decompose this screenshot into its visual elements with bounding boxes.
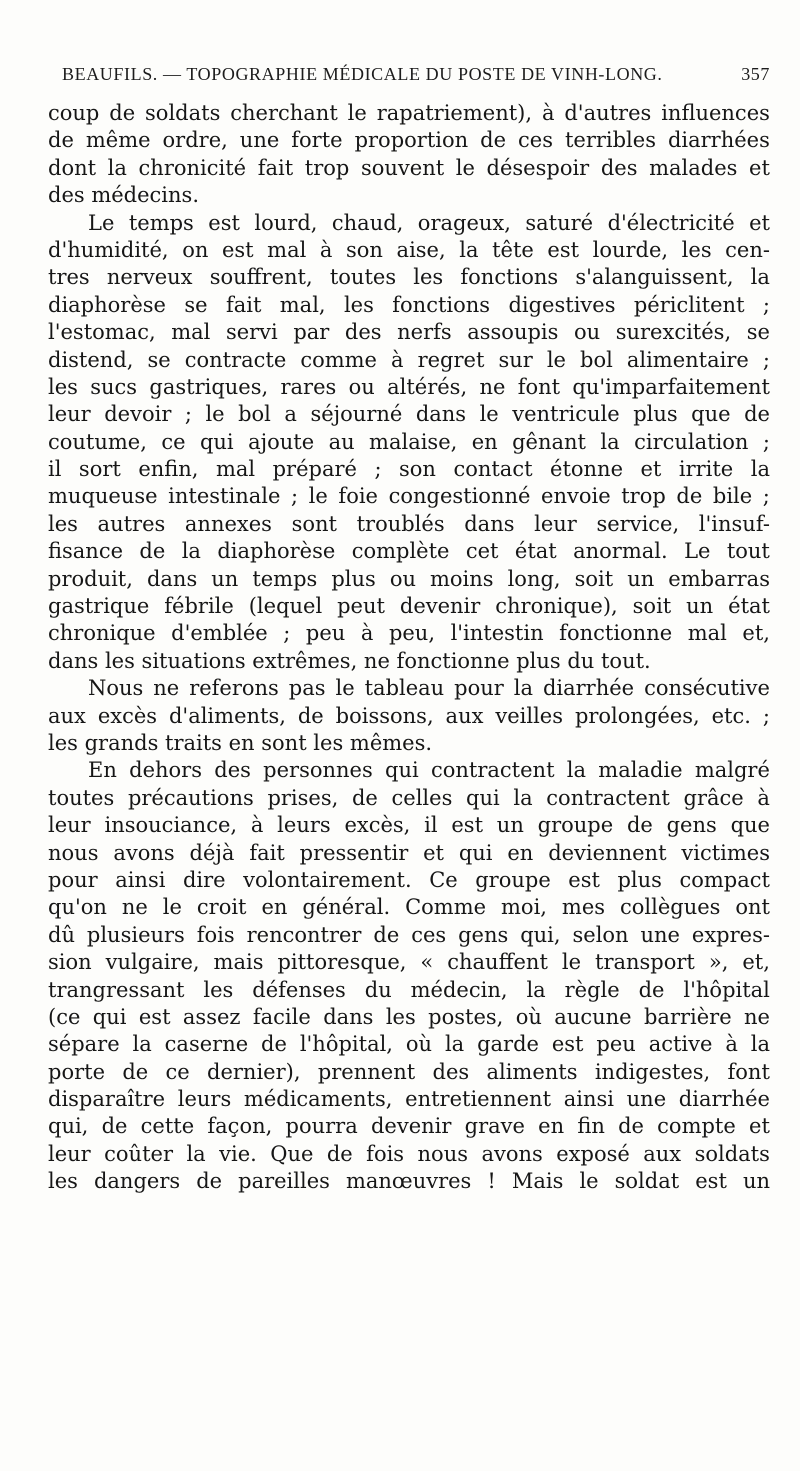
text-line: (ce qui est assez facile dans les postes, où aucune barrière ne bbox=[48, 1004, 770, 1029]
text-line: qu'on ne le croit en général. Comme moi, mes collègues ont bbox=[48, 895, 770, 920]
text-line: tres nerveux souffrent, toutes les fonctions s'alanguissent, la bbox=[48, 265, 770, 290]
text-line: aux excès d'aliments, de boissons, aux veilles prolongées, etc. ; bbox=[48, 703, 770, 728]
text-line: trangressant les défenses du médecin, la règle de l'hôpital bbox=[48, 977, 770, 1002]
text-line: gastrique fébrile (lequel peut devenir chronique), soit un état bbox=[48, 594, 770, 619]
text-line: toutes précautions prises, de celles qui la contractent grâce à bbox=[48, 785, 770, 810]
text-line: sépare la caserne de l'hôpital, où la garde est peu active à la bbox=[48, 1032, 770, 1057]
text-line: Nous ne referons pas le tableau pour la diarrhée consécutive bbox=[88, 676, 770, 701]
text-line: il sort enfin, mal préparé ; son contact étonne et irrite la bbox=[48, 457, 770, 482]
text-line: disparaître leurs médicaments, entretiennent ainsi une diarrhée bbox=[48, 1087, 770, 1112]
text-line: de même ordre, une forte proportion de ces terribles diarrhées bbox=[48, 128, 770, 153]
text-line: porte de ce dernier), prennent des aliments indigestes, font bbox=[48, 1059, 770, 1084]
text-line: nous avons déjà fait pressentir et qui en deviennent victimes bbox=[48, 840, 770, 865]
text-line: Le temps est lourd, chaud, orageux, saturé d'électricité et bbox=[88, 210, 770, 235]
text-line: sion vulgaire, mais pittoresque, « chauffent le transport », et, bbox=[48, 950, 770, 975]
text-line: diaphorèse se fait mal, les fonctions digestives périclitent ; bbox=[48, 292, 770, 317]
text-line: produit, dans un temps plus ou moins long, soit un embarras bbox=[48, 566, 770, 591]
text-line: pour ainsi dire volontairement. Ce groupe est plus compact bbox=[48, 867, 770, 892]
text-line: les autres annexes sont troublés dans leur service, l'insuf- bbox=[48, 511, 770, 536]
running-title: BEAUFILS. — TOPOGRAPHIE MÉDICALE DU POSTE DE VINH-LONG. bbox=[62, 64, 663, 84]
text-line: les grands traits en sont les mêmes. bbox=[48, 730, 433, 755]
text-line: leur insouciance, à leurs excès, il est un groupe de gens que bbox=[48, 813, 770, 838]
text-line: chronique d'emblée ; peu à peu, l'intestin fonctionne mal et, bbox=[48, 621, 770, 646]
text-line: d'humidité, on est mal à son aise, la tête est lourde, les cen- bbox=[48, 237, 770, 262]
text-line: dans les situations extrêmes, ne fonctionne plus du tout. bbox=[48, 648, 651, 673]
text-line: muqueuse intestinale ; le foie congestionné envoie trop de bile ; bbox=[48, 484, 770, 509]
text-line: coutume, ce qui ajoute au malaise, en gênant la circulation ; bbox=[48, 429, 770, 454]
body-text bbox=[48, 100, 770, 1196]
text-line: les sucs gastriques, rares ou altérés, ne font qu'imparfaitement bbox=[48, 374, 770, 399]
page-header bbox=[62, 58, 770, 88]
page-number: 357 bbox=[741, 64, 770, 84]
text-line: leur devoir ; le bol a séjourné dans le ventricule plus que de bbox=[48, 402, 770, 427]
text-line: dû plusieurs fois rencontrer de ces gens qui, selon une expres- bbox=[48, 922, 770, 947]
text-line: coup de soldats cherchant le rapatriement), à d'autres influences bbox=[48, 101, 770, 125]
text-line: des médecins. bbox=[48, 183, 199, 208]
text-line: les dangers de pareilles manœuvres ! Mais le soldat est un bbox=[48, 1169, 770, 1194]
text-line: En dehors des personnes qui contractent la maladie malgré bbox=[88, 758, 770, 783]
text-line: fisance de la diaphorèse complète cet état anormal. Le tout bbox=[48, 539, 770, 564]
text-line: l'estomac, mal servi par des nerfs assoupis ou surexcités, se bbox=[48, 320, 770, 345]
text-line: qui, de cette façon, pourra devenir grave en fin de compte et bbox=[48, 1114, 770, 1139]
text-line: leur coûter la vie. Que de fois nous avons exposé aux soldats bbox=[48, 1141, 770, 1166]
text-line: dont la chronicité fait trop souvent le désespoir des malades et bbox=[48, 155, 770, 180]
text-line: distend, se contracte comme à regret sur le bol alimentaire ; bbox=[48, 347, 770, 372]
